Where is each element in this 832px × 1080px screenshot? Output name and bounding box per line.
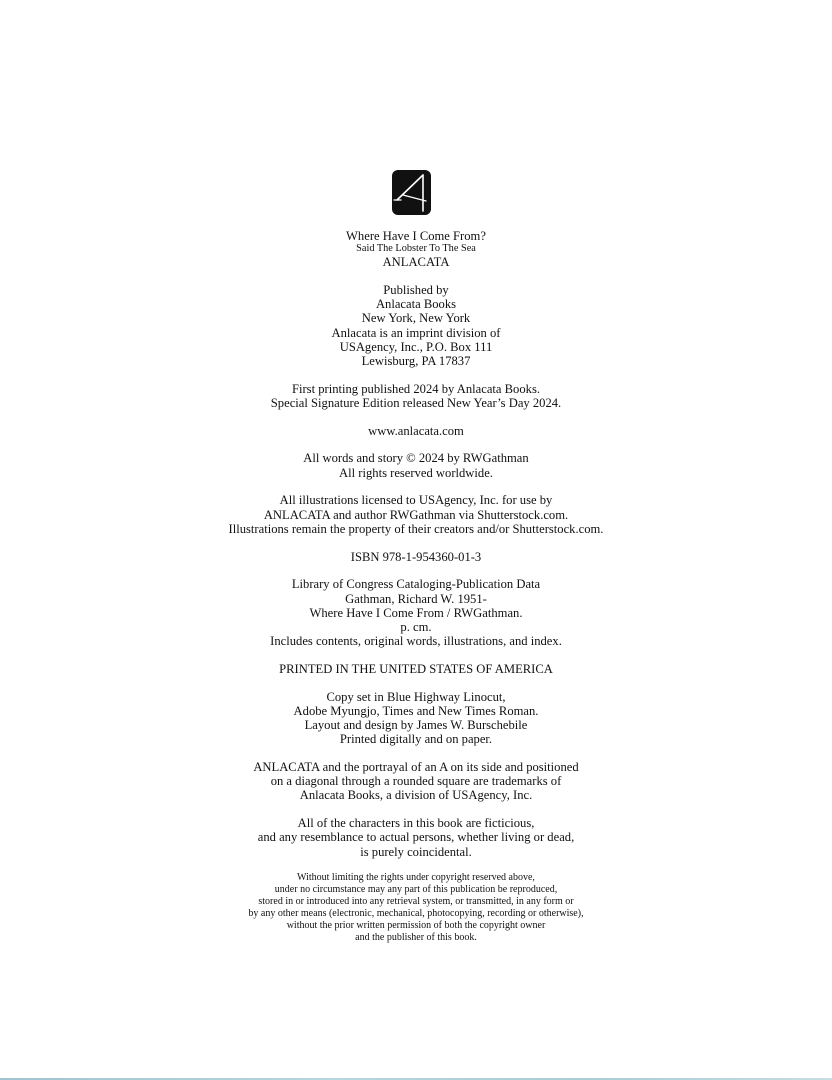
legal-line: by any other means (electronic, mechanical, photocopying, recording or otherwise), xyxy=(248,907,584,919)
trademark-line: on a diagonal through a rounded square are trademarks of xyxy=(270,774,562,789)
imprint-name: ANLACATA xyxy=(382,255,450,270)
illustrations-block xyxy=(0,493,832,536)
legal-line: without the prior written permission of both the copyright owner xyxy=(286,919,546,931)
printed-in: PRINTED IN THE UNITED STATES OF AMERICA xyxy=(279,661,553,676)
cataloging-line: p. cm. xyxy=(400,619,432,634)
rights-block xyxy=(0,451,832,479)
cataloging-line: Where Have I Come From / RWGathman. xyxy=(309,605,523,620)
fiction-line: All of the characters in this book are ficticious, xyxy=(297,816,535,831)
rights-line: All words and story © 2024 by RWGathman xyxy=(303,451,529,466)
book-subtitle: Said The Lobster To The Sea xyxy=(356,243,476,255)
publisher-line: Lewisburg, PA 17837 xyxy=(361,353,471,368)
legal-notice xyxy=(0,872,832,944)
printing-line: Special Signature Edition released New Year’s Day 2024. xyxy=(270,395,562,410)
imprint-text xyxy=(0,229,832,944)
publisher-line: New York, New York xyxy=(361,311,471,326)
illustrations-line: Illustrations remain the property of their creators and/or Shutterstock.com. xyxy=(228,521,604,536)
isbn: ISBN 978-1-954360-01-3 xyxy=(350,549,482,564)
anlacata-a-logo-glyph xyxy=(392,170,431,215)
legal-line: stored in or introduced into any retrieval system, or transmitted, in any form or xyxy=(258,895,574,907)
cataloging-block xyxy=(0,577,832,648)
trademark-line: ANLACATA and the portrayal of an A on its side and positioned xyxy=(253,760,579,774)
cataloging-line: Includes contents, original words, illustrations, and index. xyxy=(270,634,562,649)
typeset-line: Layout and design by James W. Burschebile xyxy=(304,718,528,733)
typeset-line: Adobe Myungjo, Times and New Times Roman. xyxy=(293,703,539,718)
printing-line: First printing published 2024 by Anlacata Books. xyxy=(291,381,540,396)
typeset-line: Printed digitally and on paper. xyxy=(339,732,493,747)
illustrations-line: ANLACATA and author RWGathman via Shutterstock.com. xyxy=(263,507,569,522)
book-title: Where Have I Come From? xyxy=(346,229,486,243)
typeset-line: Copy set in Blue Highway Linocut, xyxy=(326,689,506,704)
legal-line: Without limiting the rights under copyright reserved above, xyxy=(297,871,535,883)
printing-block xyxy=(0,382,832,410)
cataloging-line: Library of Congress Cataloging-Publication Data xyxy=(291,577,541,592)
typeset-block xyxy=(0,690,832,747)
website-url: www.anlacata.com xyxy=(368,423,464,438)
fiction-line: and any resemblance to actual persons, whether living or dead, xyxy=(257,830,575,845)
publisher-line: Published by xyxy=(383,282,449,297)
anlacata-a-logo-icon xyxy=(392,170,431,215)
illustrations-line: All illustrations licensed to USAgency, Inc. for use by xyxy=(279,493,553,508)
publisher-line: Anlacata is an imprint division of xyxy=(331,325,501,340)
fiction-disclaimer xyxy=(0,816,832,859)
publisher-line: Anlacata Books xyxy=(375,297,457,312)
legal-line: and the publisher of this book. xyxy=(355,931,477,943)
rights-line: All rights reserved worldwide. xyxy=(339,465,493,480)
publisher-block xyxy=(0,283,832,368)
legal-line: under no circumstance may any part of this publication be reproduced, xyxy=(274,883,558,895)
fiction-line: is purely coincidental. xyxy=(360,844,472,859)
cataloging-line: Gathman, Richard W. 1951- xyxy=(345,591,487,606)
publisher-line: USAgency, Inc., P.O. Box 111 xyxy=(339,339,493,354)
trademark-block xyxy=(0,760,832,803)
trademark-line: Anlacata Books, a division of USAgency, Inc. xyxy=(299,788,533,803)
